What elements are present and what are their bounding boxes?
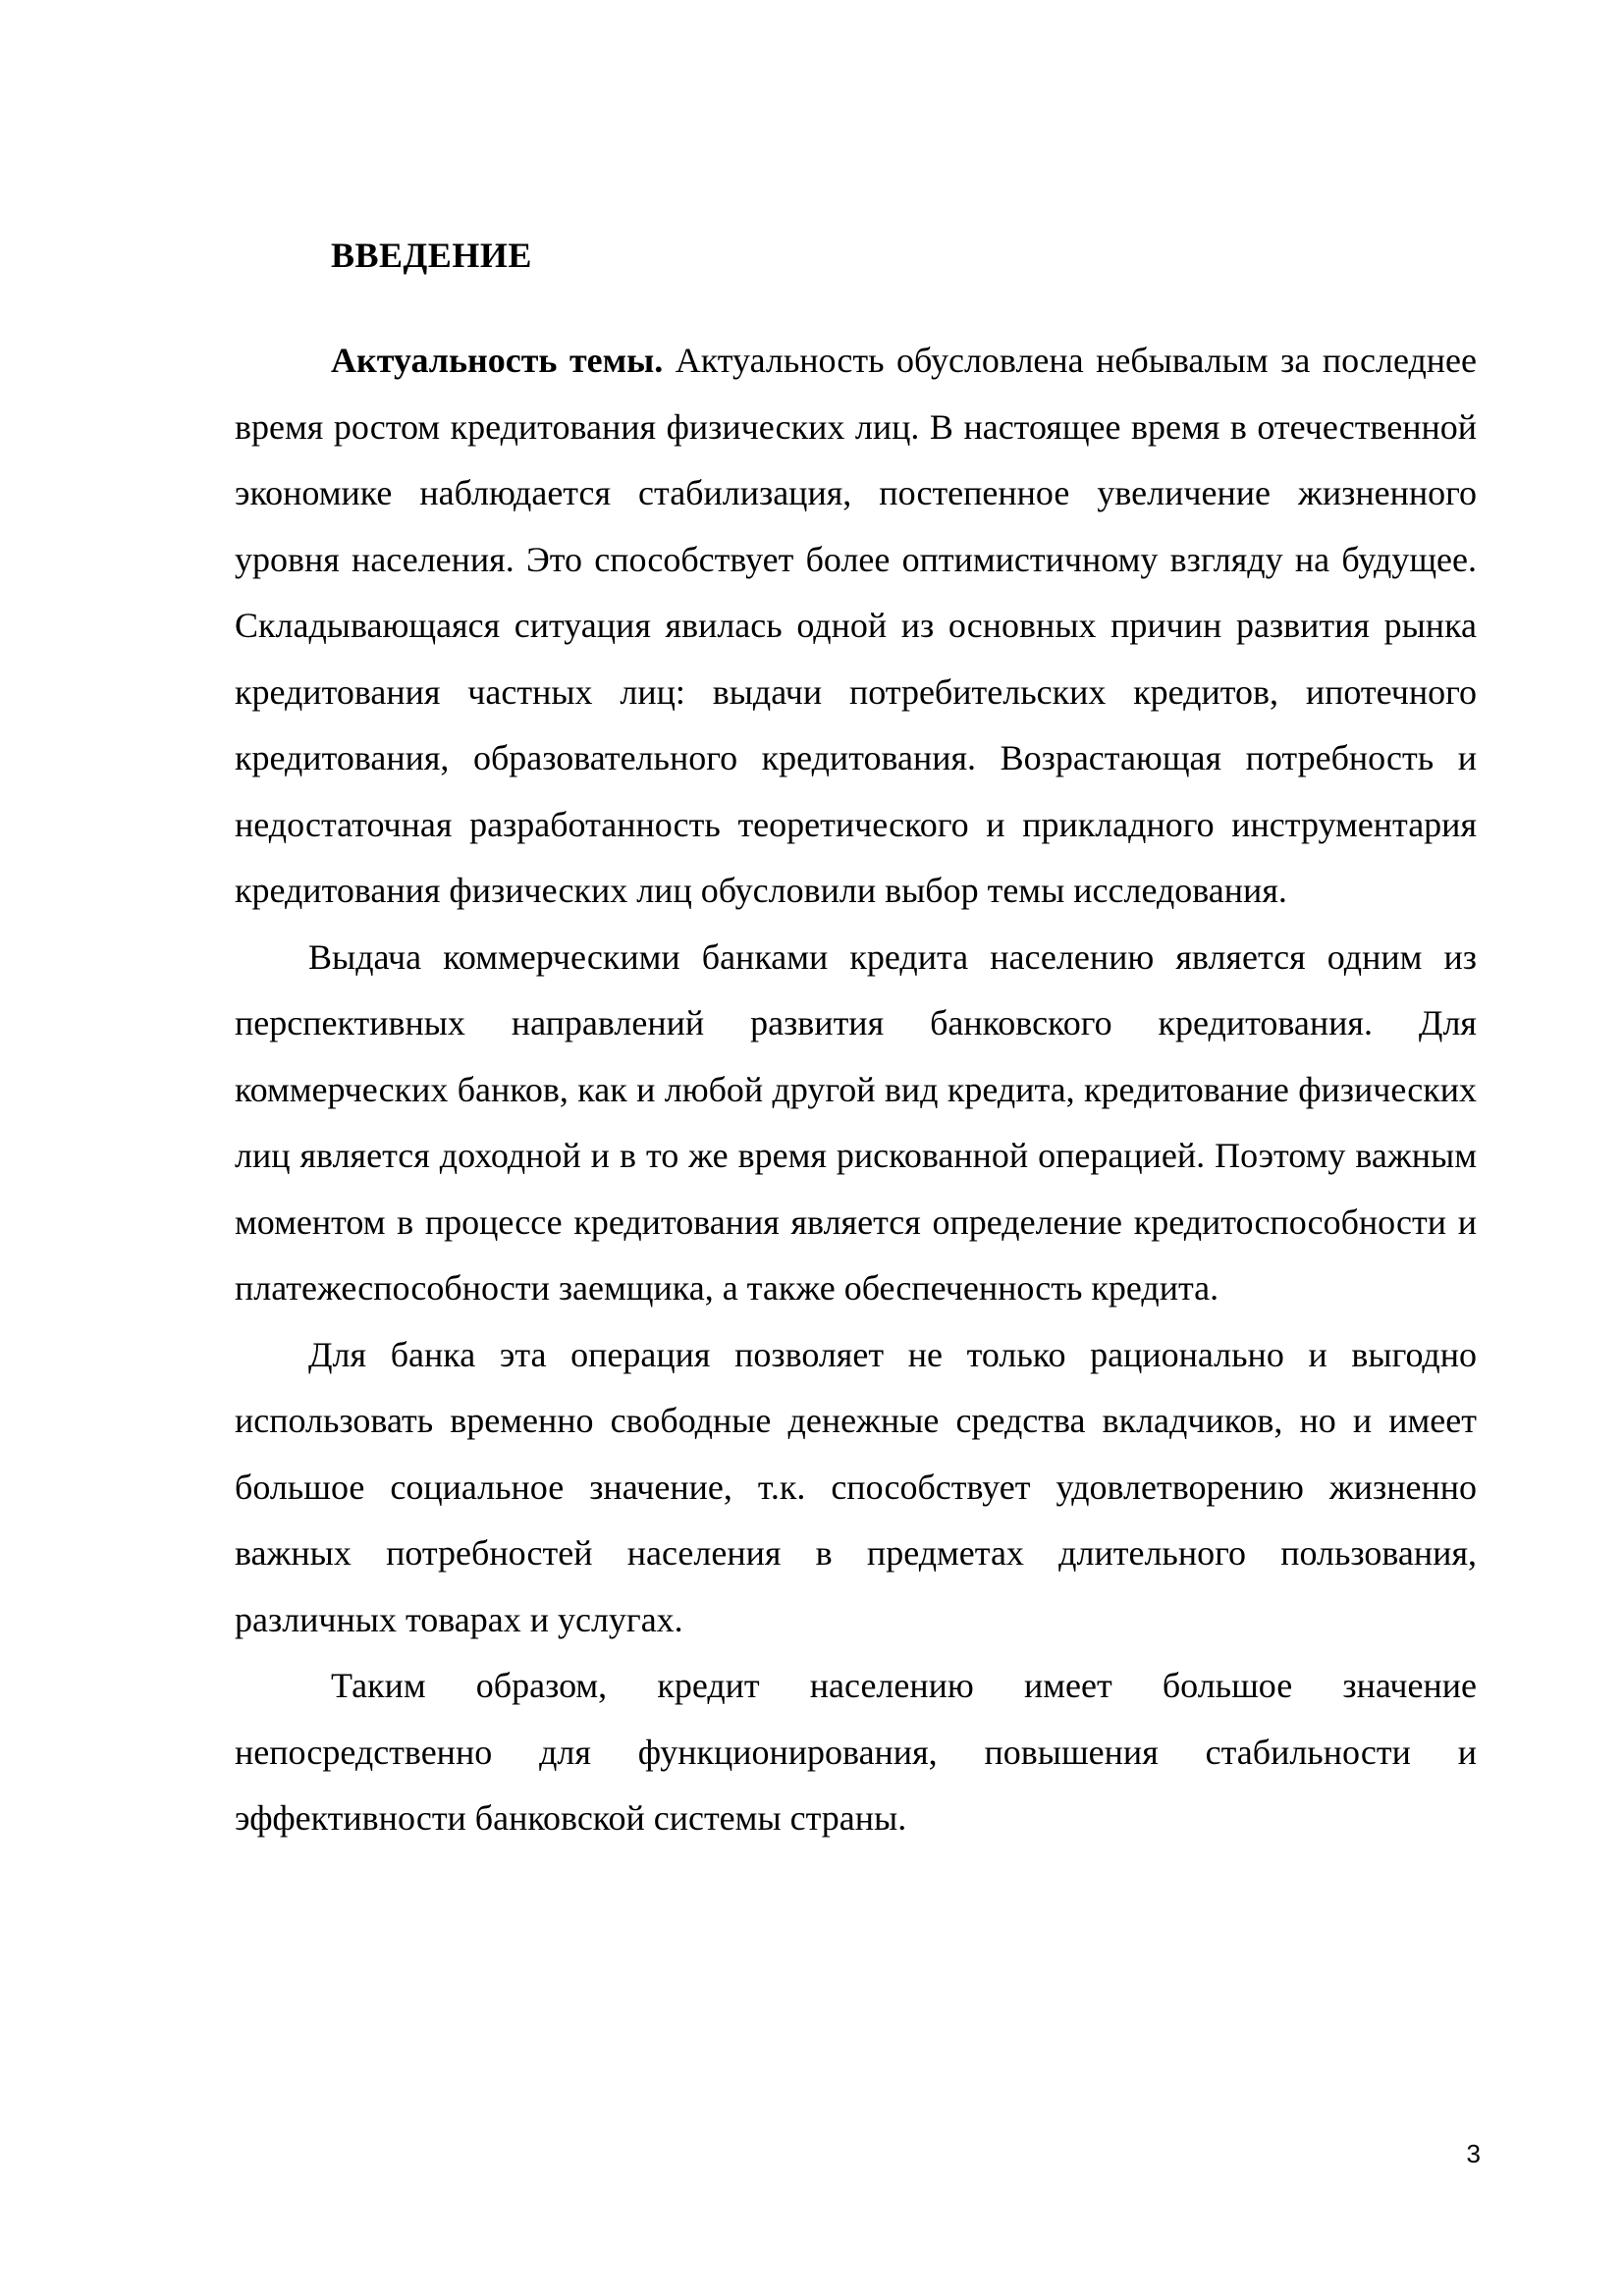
body-text	[235, 328, 1477, 1852]
paragraph-bank-operation: Для банка эта операция позволяет не только рационально и выгодно использовать временно свободные денежные средства вкладчиков, но и имеет большое социальное значение, т.к. способствует удовлетворению жизненно важных потребностей населения в предметах длительного пользования, различных товарах и услугах.	[235, 1334, 1477, 1639]
section-heading: ВВЕДЕНИЕ	[331, 236, 532, 275]
page-number: 3	[1466, 2139, 1481, 2168]
paragraph-conclusion: Таким образом, кредит населению имеет большое значение непосредственно для функционирования, повышения стабильности и эффективности банковской системы страны.	[235, 1666, 1477, 1838]
paragraph-relevance	[235, 328, 1477, 925]
paragraph-commercial-banks: Выдача коммерческими банками кредита населению является одним из перспективных направлений развития банковского кредитования. Для коммерческих банков, как и любой другой вид кредита, кредитование физических лиц является доходной и в то же время рискованной операцией. Поэтому важным моментом в процессе кредитования является определение кредитоспособности и платежеспособности заемщика, а также обеспеченность кредита.	[235, 936, 1477, 1308]
paragraph-text: Актуальность обусловлена небывалым за последнее время ростом кредитования физических лиц. В настоящее время в отечественной экономике наблюдается стабилизация, постепенное увеличение жизненного уровня населения. Это способствует более оптимистичному взгляду на будущее. Складывающаяся ситуация явилась одной из основных причин развития рынка кредитования частных лиц: выдачи потребительских кредитов, ипотечного кредитования, образовательного кредитования. Возрастающая потребность и недостаточная разработанность теоретического и прикладного инструментария кредитования физических лиц обусловили выбор темы исследования.	[235, 341, 1477, 910]
paragraph-lead: Актуальность темы.	[331, 341, 664, 380]
